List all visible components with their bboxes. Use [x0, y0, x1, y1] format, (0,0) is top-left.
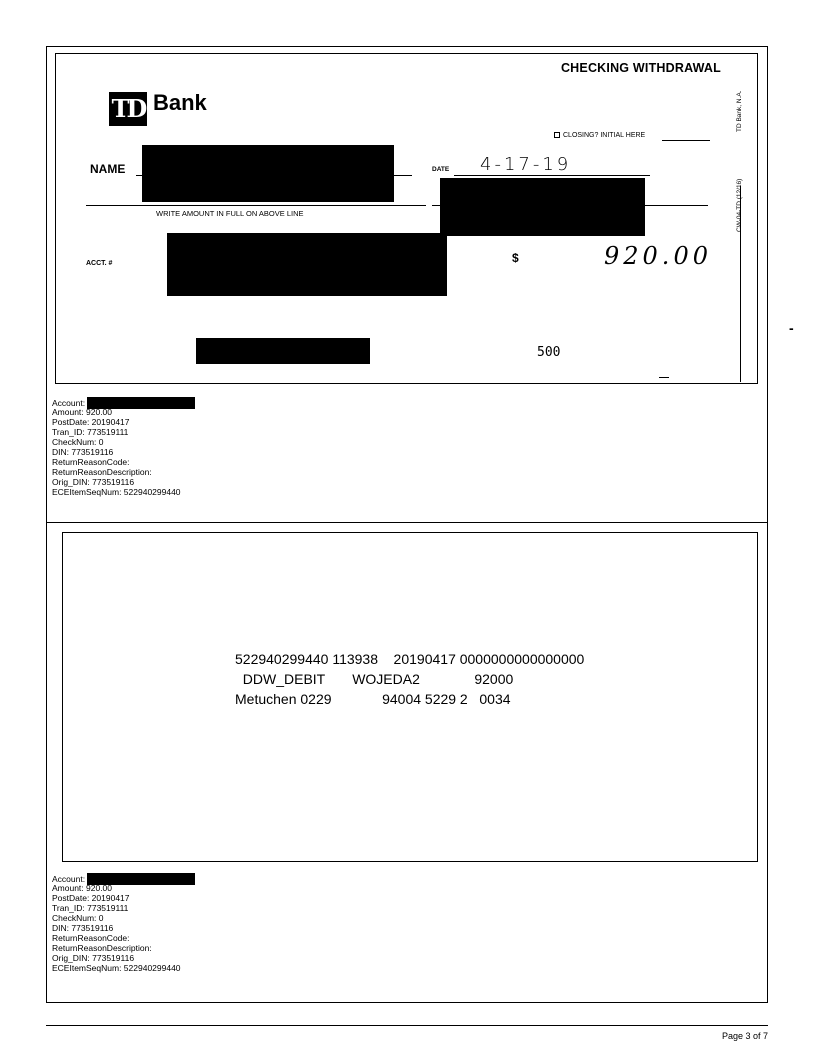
checknum-field: CheckNum: 0	[52, 913, 104, 923]
back-line-3: Metuchen 0229 94004 5229 2 0034	[235, 691, 511, 707]
record-details-1	[52, 397, 195, 497]
orig-din-field: Orig_DIN: 773519116	[52, 477, 135, 487]
orig-din-field: Orig_DIN: 773519116	[52, 953, 135, 963]
footer-rule	[46, 1025, 768, 1026]
check-title: CHECKING WITHDRAWAL	[560, 61, 721, 75]
margin-mark: -	[789, 320, 794, 336]
amount-instruction: WRITE AMOUNT IN FULL ON ABOVE LINE	[156, 209, 304, 218]
return-desc-field: ReturnReasonDescription:	[52, 467, 152, 477]
dollar-sign: $	[512, 251, 519, 265]
redacted-field	[196, 338, 370, 364]
check-front-image	[55, 53, 758, 384]
amount-field: Amount: 920.00	[52, 407, 113, 417]
redacted-amount-words	[440, 178, 645, 236]
account-label: Account:	[52, 874, 86, 884]
closing-initial	[554, 132, 645, 139]
tran-id-field: Tran_ID: 773519111	[52, 427, 129, 437]
acct-label: ACCT. #	[86, 260, 113, 267]
amount-value: 920.00	[604, 242, 712, 270]
closing-line	[662, 140, 710, 141]
checknum-field: CheckNum: 0	[52, 437, 104, 447]
amount-line	[86, 205, 426, 206]
bank-name: Bank	[153, 90, 207, 115]
page-number: Page 3 of 7	[721, 1031, 768, 1041]
date-label: DATE	[432, 166, 450, 173]
scan-mark	[659, 377, 669, 378]
name-label: NAME	[90, 162, 126, 176]
ece-field: ECEItemSeqNum: 522940299440	[52, 487, 181, 497]
date-line	[454, 175, 650, 176]
record-details-2	[52, 873, 195, 973]
check-code: 500	[537, 345, 561, 360]
return-code-field: ReturnReasonCode:	[52, 457, 130, 467]
checkbox-icon	[554, 132, 560, 138]
vertical-rule	[740, 186, 741, 382]
amount-field: Amount: 920.00	[52, 883, 113, 893]
redacted-account	[167, 233, 447, 296]
postdate-field: PostDate: 20190417	[52, 417, 130, 427]
tran-id-field: Tran_ID: 773519111	[52, 903, 129, 913]
din-field: DIN: 773519116	[52, 447, 114, 457]
side-form-text: CW-04-TD (12/16)	[736, 178, 743, 232]
ece-field: ECEItemSeqNum: 522940299440	[52, 963, 181, 973]
back-line-1: 522940299440 113938 20190417 0000000000000000	[235, 651, 585, 667]
din-field: DIN: 773519116	[52, 923, 114, 933]
date-value: 4-17-19	[480, 154, 572, 175]
return-code-field: ReturnReasonCode:	[52, 933, 130, 943]
back-line-2: DDW_DEBIT WOJEDA2 92000	[235, 671, 514, 687]
check-back-image	[62, 532, 758, 862]
section-divider	[46, 522, 768, 523]
side-bank-text: TD Bank, N.A.	[736, 90, 743, 132]
postdate-field: PostDate: 20190417	[52, 893, 130, 903]
closing-label: CLOSING? INITIAL HERE	[563, 132, 646, 139]
td-logo: TD	[109, 92, 147, 126]
account-label: Account:	[52, 398, 86, 408]
redacted-name	[142, 145, 394, 202]
return-desc-field: ReturnReasonDescription:	[52, 943, 152, 953]
